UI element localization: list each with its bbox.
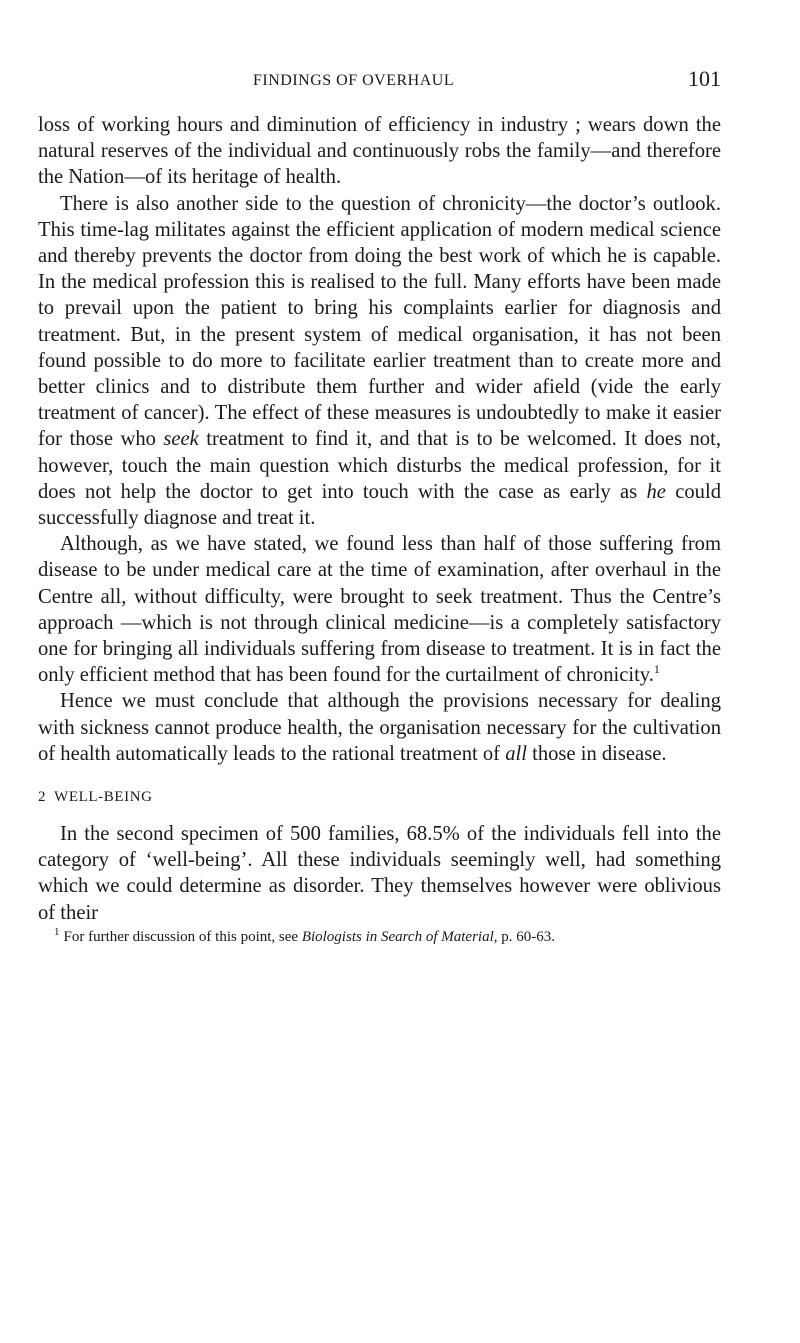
paragraph-2-text-c: could successfully diagnose and treat it. <box>38 480 721 530</box>
paragraph-4 <box>38 688 721 767</box>
paragraph-2-text-b: treatment to find it, and that is to be welcomed. It does not, however, touch the main question which disturbs the medical profession, for it does not help the doctor to get into touch with the case as early as <box>38 428 721 503</box>
paragraph-2-emphasis-he: he <box>646 480 666 503</box>
paragraph-4-emphasis-all: all <box>505 742 527 765</box>
footnote-italic-title: Biologists in Search of Material, <box>301 928 498 945</box>
section-number: 2 <box>38 789 47 806</box>
footnote-mark: 1 <box>54 925 60 938</box>
paragraph-3 <box>38 531 721 688</box>
page-header <box>38 66 721 112</box>
footnote <box>38 925 721 947</box>
running-head: FINDINGS OF OVERHAUL <box>253 72 455 89</box>
section-heading <box>38 789 721 811</box>
paragraph-1: loss of working hours and diminution of efficiency in industry ; wears down the natural reserves of the individual and continuously robs the family—and therefore the Nation—of its heritage of health. <box>38 114 721 189</box>
paragraph-2-text-a: There is also another side to the question of chronicity—the doctor’s outlook. This time-lag militates against the efficient application of modern medical science and thereby prevents the doctor from doing the best work of which he is capable. In the medical profession this is realised to the full. Many efforts have been made to prevail upon the patient to bring his complaints earlier for diagnosis and treatment. But, in the present system of medical organisation, it has not been found possible to do more to facilitate earlier treatment than to create more and better clinics and to distribute them further and wider afield (vide the early treatment of cancer). The effect of these measures is undoubtedly to make it easier for those who <box>38 192 721 451</box>
section-title: WELL-BEING <box>54 789 153 806</box>
footnote-reference: 1 <box>653 662 660 677</box>
paragraph-4-text-a: Hence we must conclude that although the provisions necessary for dealing with sickness cannot produce health, the organisation necessary for the cultivation of health automatically leads to the rational treatment of <box>38 690 721 765</box>
paragraph-4-text-b: those in disease. <box>526 742 667 765</box>
footnote-text-b: p. 60-63. <box>497 928 555 945</box>
page-number: 101 <box>688 66 721 91</box>
paragraph-3-text: Although, as we have stated, we found less than half of those suffering from disease to be under medical care at the time of examination, after overhaul in the Centre all, without difficulty, were brought to seek treatment. Thus the Centre’s approach —which is not through clinical medicine—is a completely satisfactory one for bringing all individuals suffering from disease to treatment. It is in fact the only efficient method that has been found for the curtailment of chronicity. <box>38 533 721 687</box>
paragraph-5: In the second specimen of 500 families, 68.5% of the individuals fell into the category of ‘well-being’. All these individuals seemingly well, had something which we could determine as disorder. They themselves however were oblivious of their <box>38 823 721 924</box>
footnote-text-a: For further discussion of this point, see <box>63 928 302 945</box>
paragraph-2-emphasis-seek: seek <box>163 428 199 451</box>
paragraph-2 <box>38 191 721 532</box>
document-page <box>38 66 721 947</box>
